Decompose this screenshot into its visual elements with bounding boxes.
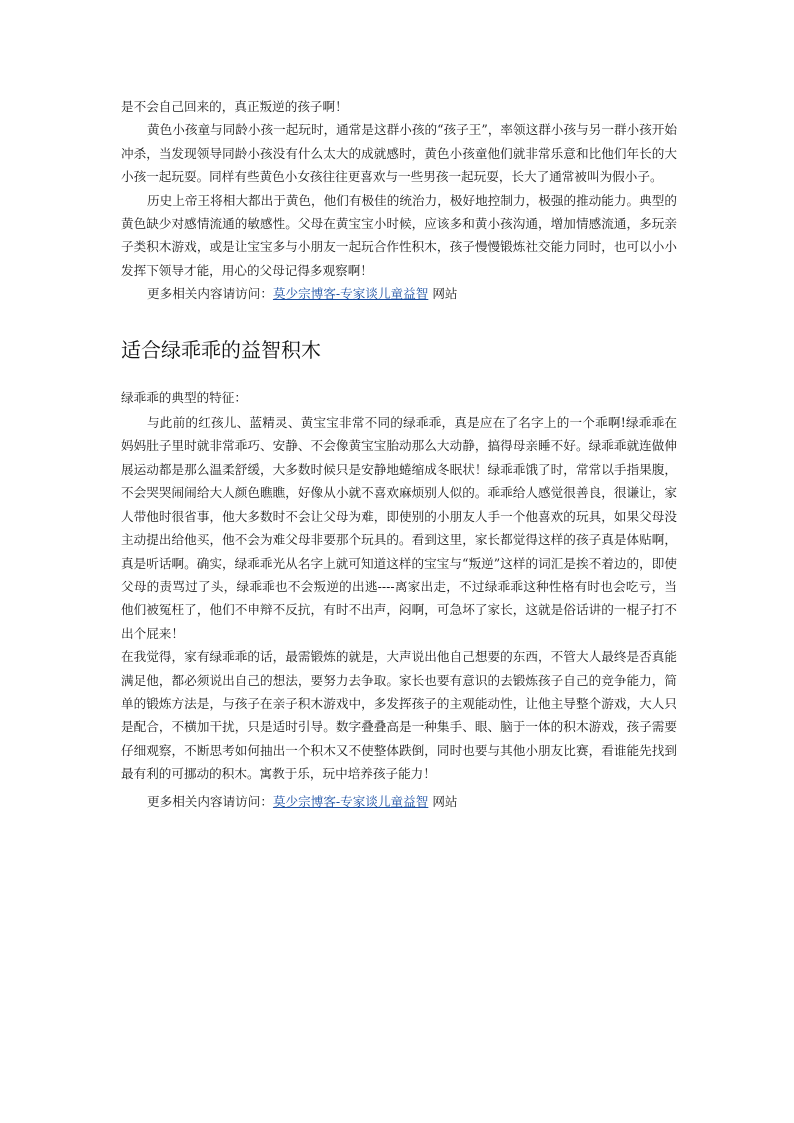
more-info-line-2 — [121, 790, 677, 813]
more-info-prefix: 更多相关内容请访问： — [147, 793, 273, 809]
document-page — [121, 95, 677, 813]
more-info-suffix: 网站 — [428, 286, 458, 302]
paragraph-continued: 是不会自己回来的，真正叛逆的孩子啊！ — [121, 99, 348, 114]
section-subheading: 绿乖乖的典型的特征： — [121, 389, 247, 405]
paragraph-yellow-history: 历史上帝王将相大都出于黄色，他们有极佳的统治力，极好地控制力，极强的推动能力。典型的黄色缺少对感情流通的敏感性。父母在黄宝宝小时候，应该多和黄小孩沟通，增加情感流通，多玩亲子类积木游戏，或是让宝宝多与小朋友一起玩合作性积木，孩子慢慢锻炼社交能力同时，也可以小小发挥下领导才能，用心的父母记得多观察啊！ — [121, 192, 677, 278]
blog-link[interactable]: 莫少宗博客-专家谈儿童益智 — [272, 286, 429, 302]
paragraph-green-traits: 与此前的红孩儿、蓝精灵、黄宝宝非常不同的绿乖乖，真是应在了名字上的一个乖啊!绿乖乖在妈妈肚子里时就非常乖巧、安静、不会像黄宝宝胎动那么大动静，搞得母亲睡不好。绿乖乖就连做伸展运动都是那么温柔舒缓，大多数时候只是安静地蜷缩成冬眠状！绿乖乖饿了时，常常以手指果腹，不会哭哭闹闹给大人颜色瞧瞧，好像从小就不喜欢麻烦别人似的。乖乖给人感觉很善良，很谦让，家人带他时很省事，他大多数时不会让父母为难，即使别的小朋友人手一个他喜欢的玩具，如果父母没主动提出给他买，他不会为难父母非要那个玩具的。看到这里，家长都觉得这样的孩子真是体贴啊，真是听话啊。确实，绿乖乖光从名字上就可知道这样的宝宝与“叛逆”这样的词汇是挨不着边的，即使父母的责骂过了头，绿乖乖也不会叛逆的出逃----离家出走，不过绿乖乖这种性格有时也会吃亏，当他们被冤枉了，他们不申辩不反抗，有时不出声，闷啊，可急坏了家长，这就是俗话讲的一棍子打不出个屁来！ — [121, 415, 677, 641]
paragraph-yellow-play: 黄色小孩童与同龄小孩一起玩时，通常是这群小孩的“孩子王”，率领这群小孩与另一群小孩开始冲杀，当发现领导同龄小孩没有什么太大的成就感时，黄色小孩童他们就非常乐意和比他们年长的大小孩一起玩耍。同样有些黄色小女孩往往更喜欢与一些男孩一起玩耍，长大了通常被叫为假小子。 — [121, 122, 677, 185]
section-heading: 适合绿乖乖的益智积木 — [121, 337, 321, 362]
more-info-prefix: 更多相关内容请访问： — [147, 286, 273, 302]
more-info-line — [121, 282, 677, 305]
more-info-suffix: 网站 — [428, 793, 458, 809]
blog-link-2[interactable]: 莫少宗博客-专家谈儿童益智 — [272, 793, 429, 809]
paragraph-green-advice: 在我觉得，家有绿乖乖的话，最需锻炼的就是，大声说出他自己想要的东西，不管大人最终是否真能满足他，都必须说出自己的想法，要努力去争取。家长也要有意识的去锻炼孩子自己的竞争能力，简单的锻炼方法是，与孩子在亲子积木游戏中，多发挥孩子的主观能动性，让他主导整个游戏，大人只是配合，不横加干扰，只是适时引导。数字叠叠高是一种集手、眼、脑于一体的积木游戏，孩子需要仔细观察，不断思考如何抽出一个积木又不使整体跌倒，同时也要与其他小朋友比赛，看谁能先找到最有利的可挪动的积木。寓教于乐，玩中培养孩子能力！ — [121, 649, 677, 782]
